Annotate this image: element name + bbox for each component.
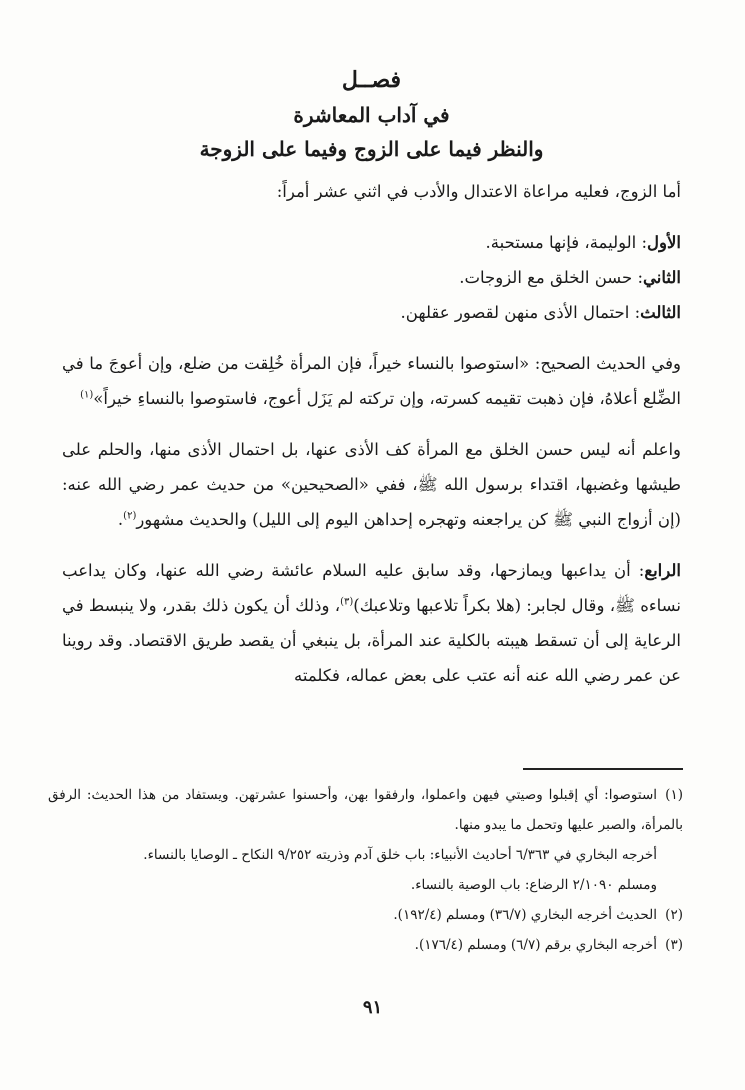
footnote-text: الحديث أخرجه البخاري (٣٦/٧) ومسلم (١٩٢/٤).: [393, 907, 657, 923]
footnote: [48, 930, 683, 960]
footnote-number: (١): [665, 787, 683, 803]
hadith-text: وفي الحديث الصحيح: «استوصوا بالنساء خيراً، فإن المرأة خُلِقت من ضلع، وإن أعوجَ ما في الضِّلع أعلاهُ، فإن ذهبت تقيمه كسرته، وإن تركته لم يَزَل أعوج، فاستوصوا بالنساءِ خيراً»: [62, 354, 681, 408]
footnote-number: (٣): [665, 937, 683, 953]
footnote-text: أخرجه البخاري برقم (٦/٧) ومسلم (١٧٦/٤).: [414, 937, 657, 953]
item-label: الثالث: [640, 303, 681, 322]
footnote-divider: [523, 768, 683, 770]
footnote: [48, 780, 683, 840]
footnote-ref: (٣): [340, 596, 354, 608]
item-text: : احتمال الأذى منهن لقصور عقلهن.: [400, 303, 641, 322]
footnote-cont: أخرجه البخاري في ٦/٣٦٣ أحاديث الأنبياء: باب خلق آدم وذريته ٩/٢٥٢ النكاح ـ الوصايا بالنساء.: [143, 847, 657, 863]
footnote-number: (٢): [665, 907, 683, 923]
list-item: [62, 225, 681, 260]
intro-paragraph: أما الزوج، فعليه مراعاة الاعتدال والأدب في اثني عشر أمراً:: [276, 182, 681, 201]
item-text: : حسن الخلق مع الزوجات.: [459, 268, 644, 287]
footnote-ref: (١): [80, 389, 94, 401]
footnote-text: استوصوا: أي إقبلوا وصيتي فيهن واعملوا، وارفقوا بهن، وأحسنوا عشرتهن. ويستفاد من هذا الحديث: الرفق بالمرأة، والصبر عليها وتحمل ما يبدو منها.: [48, 787, 683, 833]
item-label: الرابع: [644, 561, 681, 580]
item-text: : الوليمة، فإنها مستحبة.: [485, 233, 648, 252]
hadith-paragraph: [62, 346, 681, 416]
know-text: واعلم أنه ليس حسن الخلق مع المرأة كف الأذى عنها، بل احتمال الأذى منها، والحلم على طيشها وغضبها، اقتداء برسول الله ﷺ، ففي «الصحيحين» من حديث عمر رضي الله عنه: (إن أزواج النبي ﷺ كن يراجعنه وتهجره إحداهن اليوم إلى الليل) والحديث مشهور: [62, 440, 681, 529]
chapter-subtitle: في آداب المعاشرة: [293, 103, 450, 127]
list-item: [62, 295, 681, 330]
know-paragraph: واعلم أنه ليس حسن الخلق مع المرأة كف الأذى عنها، بل احتمال الأذى منها، والحلم على طيشها وغضبها، اقتداء برسول الله ﷺ، ففي «الصحيحين» من حديث عمر رضي الله عنه: (إن أزواج النبي ﷺ كن يراجعنه وتهجره إحداهن اليوم إلى الليل) والحديث مشهور$^{(٢)}$.: [62, 440, 681, 529]
fourth-text-b: ، وذلك أن يكون ذلك بقدر، ولا ينبسط في الرعاية إلى أن تسقط هيبته بالكلية عند المرأة، بل ينبغي أن يقصد طريق الاقتصاد. وقد روينا عن عمر رضي الله عنه أنه عتب على بعض عماله، فكلمته: [62, 596, 681, 685]
footnote-ref: (٢): [123, 510, 137, 522]
fourth-text-a: : أن يداعبها ويمازحها، وقد سابق عليه السلام عائشة رضي الله عنها، وكان يداعب نساءه ﷺ، وقال لجابر: (هلا بكراً تلاعبها وتلاعبك): [62, 561, 681, 615]
item-label: الأول: [647, 233, 681, 252]
item-label: الثاني: [643, 268, 681, 287]
chapter-heading: فصــل: [341, 67, 402, 93]
list-item: [62, 260, 681, 295]
body-text: [62, 174, 681, 693]
footnotes: [48, 780, 683, 960]
page-number: ٩١: [362, 997, 383, 1018]
footnote-cont: ومسلم ٢/١٠٩٠ الرضاع: باب الوصية بالنساء.: [410, 877, 657, 893]
fourth-paragraph: [62, 553, 681, 693]
chapter-subtitle-2: والنظر فيما على الزوج وفيما على الزوجة: [199, 137, 544, 161]
footnote: [48, 900, 683, 930]
